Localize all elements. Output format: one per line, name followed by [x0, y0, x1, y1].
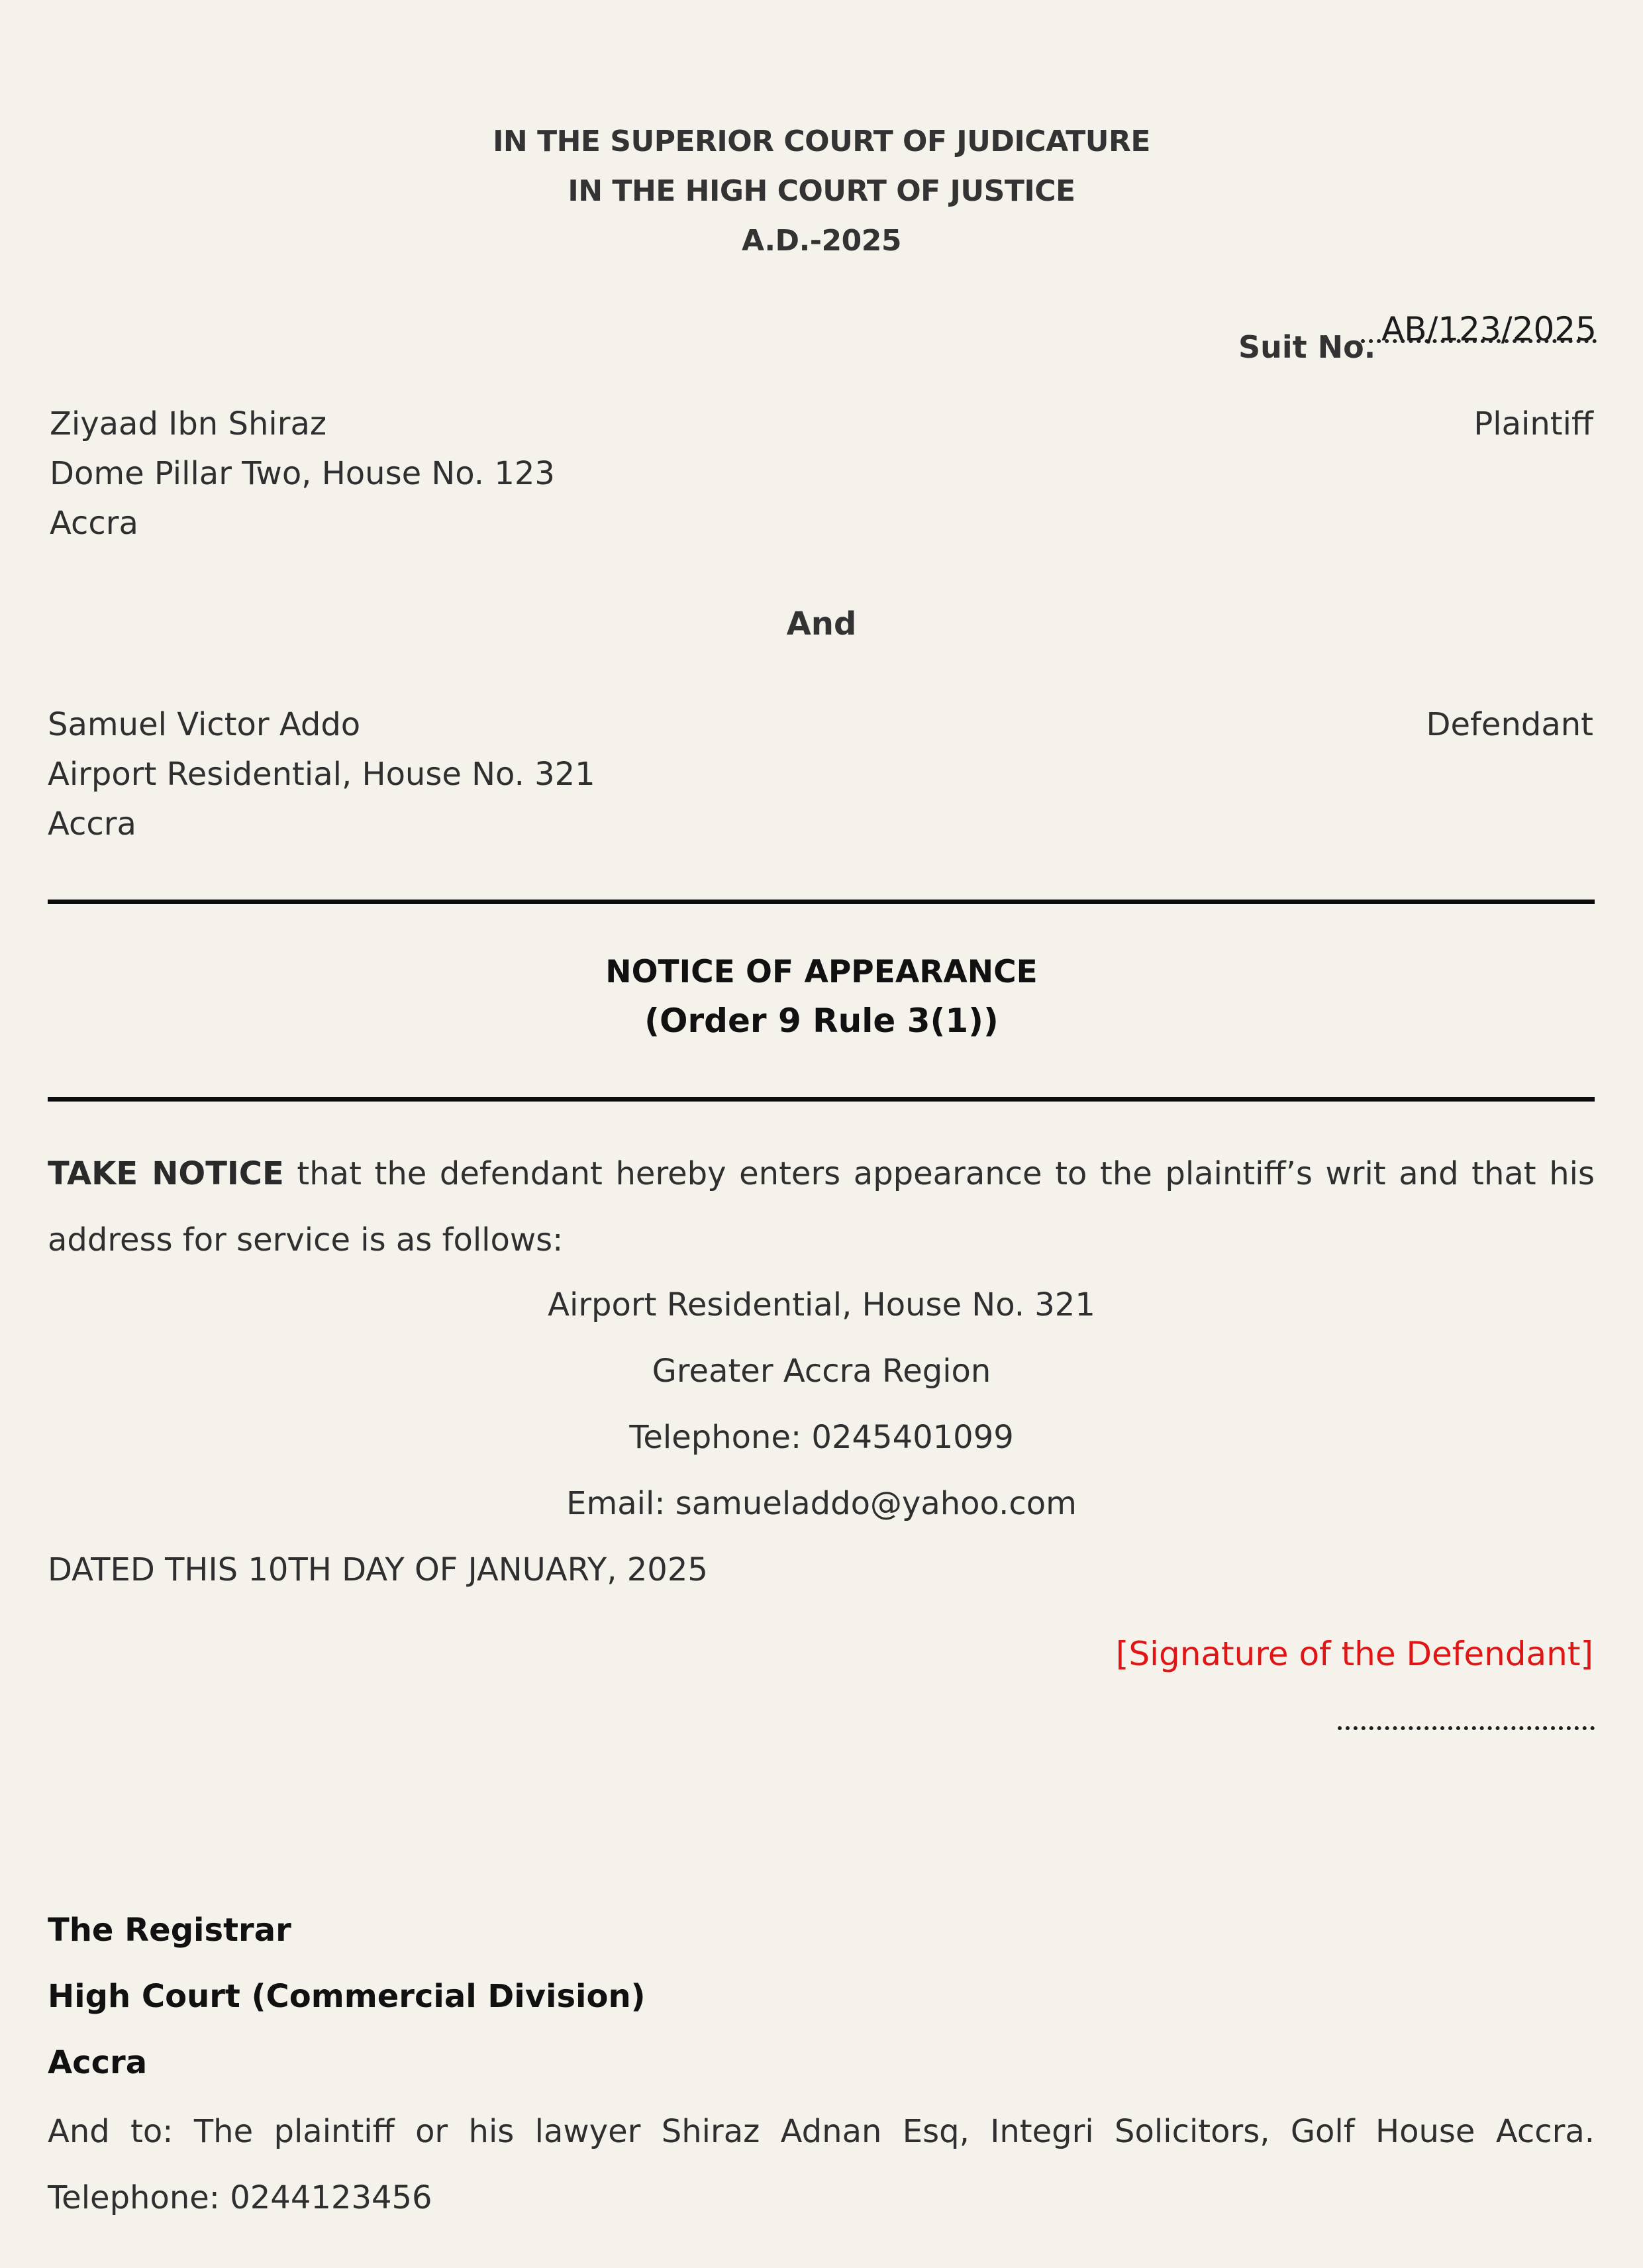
service-address-line1: Airport Residential, House No. 321 [548, 1286, 1095, 1323]
registrar-court: High Court (Commercial Division) [48, 1978, 646, 2015]
plaintiff-name: Ziyaad Ibn Shiraz [50, 405, 327, 442]
defendant-address-line1: Airport Residential, House No. 321 [48, 756, 595, 793]
take-notice-lead: TAKE NOTICE [48, 1155, 284, 1192]
service-telephone: Telephone: 0245401099 [629, 1419, 1014, 1456]
court-header-line1: IN THE SUPERIOR COURT OF JUDICATURE [493, 125, 1150, 158]
service-email: Email: samueladdo@yahoo.com [566, 1485, 1077, 1522]
notice-body-text: that the defendant hereby enters appearance to the plaintiff’s writ and that his address for service is as follows: [48, 1155, 1595, 1259]
plaintiff-address-line2: Accra [50, 505, 138, 542]
notice-subtitle: (Order 9 Rule 3(1)) [644, 1002, 999, 1040]
plaintiff-address-line1: Dome Pillar Two, House No. 123 [50, 455, 555, 492]
notice-title: NOTICE OF APPEARANCE [605, 954, 1038, 990]
notice-body-paragraph [48, 1141, 1595, 1273]
suit-number-label: Suit No. [1238, 329, 1376, 365]
plaintiff-role: Plaintiff [1473, 405, 1593, 442]
dated-line: DATED THIS 10TH DAY OF JANUARY, 2025 [48, 1551, 708, 1588]
suit-number-value: AB/123/2025 [1381, 310, 1597, 348]
court-header-year: A.D.-2025 [741, 224, 902, 258]
defendant-address-line2: Accra [48, 805, 136, 843]
title-rule-top [48, 900, 1595, 904]
registrar-location: Accra [48, 2044, 148, 2081]
registrar-title: The Registrar [48, 1912, 291, 1949]
signature-dotted-line [1338, 1726, 1595, 1730]
service-address-line2: Greater Accra Region [652, 1353, 991, 1390]
title-rule-bottom [48, 1097, 1595, 1102]
court-header-line2: IN THE HIGH COURT OF JUSTICE [568, 174, 1075, 208]
signature-placeholder: [Signature of the Defendant] [1115, 1635, 1593, 1673]
party-separator: And [786, 605, 857, 643]
defendant-name: Samuel Victor Addo [48, 706, 361, 743]
defendant-role: Defendant [1426, 706, 1593, 743]
and-to-paragraph: And to: The plaintiff or his lawyer Shiraz Adnan Esq, Integri Solicitors, Golf House Accra. Telephone: 0244123456 [48, 2113, 1595, 2216]
